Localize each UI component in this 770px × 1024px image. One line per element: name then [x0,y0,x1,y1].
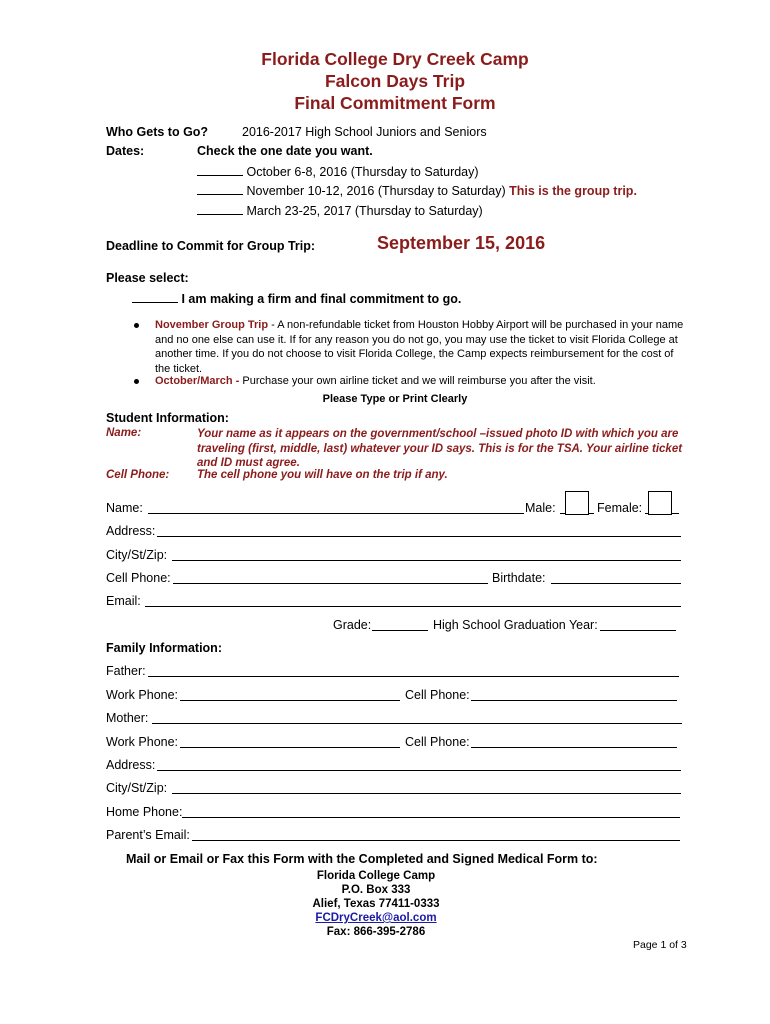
dates-instruction: Check the one date you want. [197,144,373,158]
cell-note-label: Cell Phone: [106,469,170,481]
fax-number: Fax: 866-395-2786 [326,926,426,938]
page-number: Page 1 of 3 [633,939,687,951]
date-option-text: October 6-8, 2016 (Thursday to Saturday) [246,165,479,179]
male-label: Male: [525,501,556,515]
print-clearly-heading: Please Type or Print Clearly [322,393,468,405]
family-address-field[interactable] [157,770,681,771]
date-option-november [197,183,637,198]
female-checkbox[interactable] [648,491,672,515]
cell-note: The cell phone you will have on the trip if any. [197,469,448,481]
cell-phone-label: Cell Phone: [405,688,470,702]
family-city-label: City/St/Zip: [106,781,168,795]
bullet-lead: November Group Trip [155,319,269,331]
form-title-line-1: Florida College Dry Creek Camp [261,49,529,69]
family-city-field[interactable] [172,793,681,794]
commitment-blank[interactable] [132,291,178,303]
father-cell-phone-field[interactable] [471,700,677,701]
email-label: Email: [106,594,141,608]
work-phone-label: Work Phone: [106,688,179,702]
bullet-text: - A non-refundable ticket from Houston Hobby Airport will be purchased in your name and no one else can use it. If for any reason you do not go, you may use the ticket to visit Florida College at another time. If you do not choose to visit Florida College, the Camp expects reimbursement for the cost of the ticket. [155,319,684,375]
home-phone-label: Home Phone: [106,805,183,819]
name-note-label: Name: [106,427,142,439]
parent-email-field[interactable] [192,840,680,841]
name-label: Name: [106,501,143,515]
deadline-date: September 15, 2016 [377,233,546,253]
date-option-blank[interactable] [197,203,243,215]
female-label: Female: [597,501,643,515]
bullet-october-march [155,374,685,389]
mail-instructions: Mail or Email or Fax this Form with the Completed and Signed Medical Form to: [126,852,598,866]
date-option-text: November 10-12, 2016 (Thursday to Saturday) [246,184,506,198]
city-field[interactable] [172,560,681,561]
address-label: Address: [106,524,156,538]
father-work-phone-field[interactable] [180,700,400,701]
mail-address-line-2: P.O. Box 333 [341,884,411,896]
bullet-dot [134,379,139,384]
date-option-blank[interactable] [197,164,243,176]
deadline-label: Deadline to Commit for Group Trip: [106,239,316,253]
mother-cell-phone-field[interactable] [471,747,677,748]
who-value: 2016-2017 High School Juniors and Seniors [242,125,487,139]
grad-year-field[interactable] [600,630,676,631]
city-label: City/St/Zip: [106,548,168,562]
mother-field[interactable] [152,723,682,724]
commitment-option [132,291,461,306]
mother-label: Mother: [106,711,149,725]
cell-phone-label: Cell Phone: [405,735,470,749]
birthdate-label: Birthdate: [492,571,546,585]
date-option-blank[interactable] [197,183,243,195]
mother-work-phone-field[interactable] [180,747,400,748]
male-checkbox[interactable] [565,491,589,515]
grade-label: Grade: [333,618,372,632]
mail-address-line-3: Alief, Texas 77411-0333 [312,898,440,910]
please-select-heading: Please select: [106,271,189,285]
bullet-lead: October/March - [155,375,243,387]
work-phone-label: Work Phone: [106,735,179,749]
date-option-october [197,164,479,179]
father-label: Father: [106,664,146,678]
address-field[interactable] [157,536,681,537]
dates-label: Dates: [106,144,145,158]
mail-address-line-1: Florida College Camp [316,870,436,882]
date-option-march [197,203,483,218]
family-info-heading: Family Information: [106,641,222,655]
student-info-heading: Student Information: [106,411,229,425]
birthdate-field[interactable] [551,583,681,584]
home-phone-field[interactable] [182,817,680,818]
cell-phone-label: Cell Phone: [106,571,171,585]
name-field[interactable] [148,513,524,514]
email-field[interactable] [145,606,681,607]
parent-email-label: Parent’s Email: [106,828,190,842]
commitment-text: I am making a firm and final commitment to go. [181,292,462,306]
grad-year-label: High School Graduation Year: [433,618,598,632]
form-title-line-2: Falcon Days Trip [324,71,466,91]
group-trip-note: This is the group trip. [509,184,637,198]
family-address-label: Address: [106,758,156,772]
grade-field[interactable] [372,630,428,631]
date-option-text: March 23-25, 2017 (Thursday to Saturday) [246,204,483,218]
bullet-dot [134,323,139,328]
name-note: Your name as it appears on the government/school –issued photo ID with which you are traveling (first, middle, last) whatever your ID says. This is for the TSA. Your airline ticket and ID must agree. [197,428,683,469]
who-label: Who Gets to Go? [106,125,209,139]
bullet-text: Purchase your own airline ticket and we will reimburse you after the visit. [242,375,596,387]
cell-phone-field[interactable] [173,583,488,584]
father-field[interactable] [148,676,679,677]
mail-email-link[interactable]: FCDryCreek@aol.com [315,912,437,924]
form-title-line-3: Final Commitment Form [294,93,496,113]
bullet-november [155,318,685,376]
